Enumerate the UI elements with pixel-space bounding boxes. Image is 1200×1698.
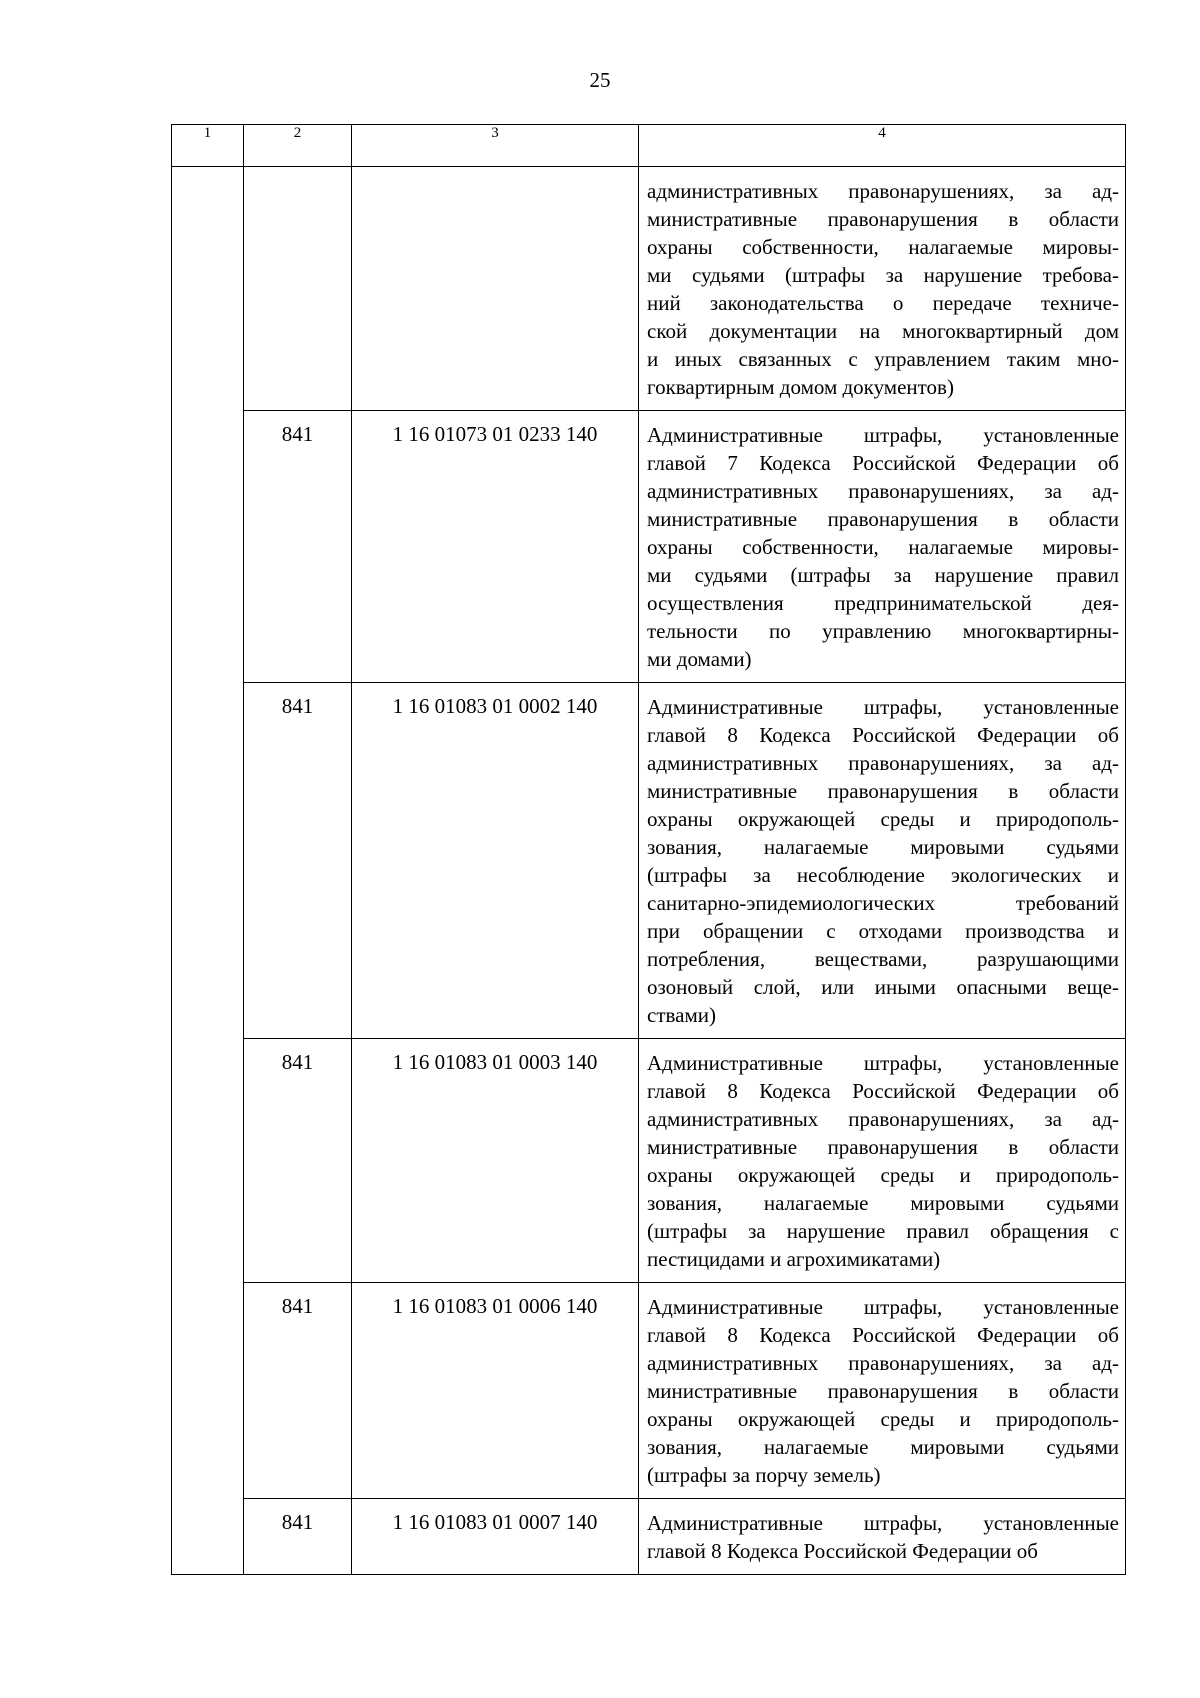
- description-line: ний законодательства о передаче техниче-: [647, 291, 1119, 315]
- description-line: гоквартирным домом документов): [647, 375, 954, 399]
- description-line: охраны собственности, налагаемые мировы-: [647, 535, 1119, 559]
- description-line: главой 7 Кодекса Российской Федерации об: [647, 451, 1119, 475]
- description-line: осуществления предпринимательской дея-: [647, 591, 1119, 615]
- budget-classification-code-cell: 1 16 01073 01 0233 140: [352, 411, 639, 683]
- admin-code-cell: 841: [244, 1499, 352, 1575]
- description-line: административных правонарушениях, за ад-: [647, 479, 1119, 503]
- description-line: зования, налагаемые мировыми судьями: [647, 835, 1119, 859]
- description-line: зования, налагаемые мировыми судьями: [647, 1435, 1119, 1459]
- description-line: потребления, веществами, разрушающими: [647, 947, 1119, 971]
- description-cell: [639, 1039, 1126, 1283]
- description-line: Административные штрафы, установленные: [647, 1511, 1119, 1535]
- budget-classification-code-cell: 1 16 01083 01 0007 140: [352, 1499, 639, 1575]
- budget-classification-code-cell: 1 16 01083 01 0006 140: [352, 1283, 639, 1499]
- description-line: министративные правонарушения в области: [647, 779, 1119, 803]
- header-col-4: 4: [639, 125, 1126, 167]
- description-line: главой 8 Кодекса Российской Федерации об: [647, 1539, 1038, 1563]
- description-line: тельности по управлению многоквартирны-: [647, 619, 1119, 643]
- description-line: охраны окружающей среды и природополь-: [647, 807, 1119, 831]
- admin-code-cell: 841: [244, 1283, 352, 1499]
- admin-code-cell: 841: [244, 1039, 352, 1283]
- description-line: Административные штрафы, установленные: [647, 1051, 1119, 1075]
- description-line: административных правонарушениях, за ад-: [647, 1107, 1119, 1131]
- description-cell: [639, 683, 1126, 1039]
- description-line: главой 8 Кодекса Российской Федерации об: [647, 723, 1119, 747]
- header-col-3: 3: [352, 125, 639, 167]
- admin-code-cell: 841: [244, 683, 352, 1039]
- admin-code-cell: 841: [244, 411, 352, 683]
- description-line: административных правонарушениях, за ад-: [647, 1351, 1119, 1375]
- page-number: 25: [589, 68, 611, 92]
- description-cell: [639, 1499, 1126, 1575]
- description-line: охраны собственности, налагаемые мировы-: [647, 235, 1119, 259]
- table-row: [172, 683, 1126, 1039]
- table-row: [172, 1283, 1126, 1499]
- budget-classification-code-cell: 1 16 01083 01 0002 140: [352, 683, 639, 1039]
- description-line: озоновый слой, или иными опасными веще-: [647, 975, 1119, 999]
- description-line: министративные правонарушения в области: [647, 207, 1119, 231]
- description-line: (штрафы за нарушение правил обращения с: [647, 1219, 1119, 1243]
- description-line: административных правонарушениях, за ад-: [647, 751, 1119, 775]
- description-line: ской документации на многоквартирный дом: [647, 319, 1119, 343]
- table-row: [172, 411, 1126, 683]
- description-line: ствами): [647, 1003, 716, 1027]
- description-line: министративные правонарушения в области: [647, 507, 1119, 531]
- description-line: зования, налагаемые мировыми судьями: [647, 1191, 1119, 1215]
- description-line: (штрафы за несоблюдение экологических и: [647, 863, 1119, 887]
- budget-classification-code-cell: 1 16 01083 01 0003 140: [352, 1039, 639, 1283]
- description-line: и иных связанных с управлением таким мно-: [647, 347, 1119, 371]
- description-line: (штрафы за порчу земель): [647, 1463, 881, 1487]
- budget-codes-table: [171, 124, 1126, 1575]
- description-line: пестицидами и агрохимикатами): [647, 1247, 941, 1271]
- description-line: Административные штрафы, установленные: [647, 423, 1119, 447]
- table-row: [172, 167, 1126, 411]
- description-cell: [639, 411, 1126, 683]
- header-col-2: 2: [244, 125, 352, 167]
- description-line: охраны окружающей среды и природополь-: [647, 1407, 1119, 1431]
- description-line: охраны окружающей среды и природополь-: [647, 1163, 1119, 1187]
- description-line: административных правонарушениях, за ад-: [647, 179, 1119, 203]
- col1-cell: [172, 167, 244, 1575]
- description-line: при обращении с отходами производства и: [647, 919, 1119, 943]
- description-line: министративные правонарушения в области: [647, 1379, 1119, 1403]
- description-cell: [639, 1283, 1126, 1499]
- description-line: ми судьями (штрафы за нарушение требова-: [647, 263, 1119, 287]
- description-line: Административные штрафы, установленные: [647, 1295, 1119, 1319]
- description-line: ми судьями (штрафы за нарушение правил: [647, 563, 1119, 587]
- description-line: ми домами): [647, 647, 752, 671]
- table-row: [172, 1499, 1126, 1575]
- description-line: санитарно-эпидемиологических требований: [647, 891, 1119, 915]
- table-header-row: [172, 125, 1126, 167]
- description-line: Административные штрафы, установленные: [647, 695, 1119, 719]
- header-col-1: 1: [172, 125, 244, 167]
- budget-classification-code-cell: [352, 167, 639, 411]
- description-cell: [639, 167, 1126, 411]
- description-line: главой 8 Кодекса Российской Федерации об: [647, 1079, 1119, 1103]
- description-line: министративные правонарушения в области: [647, 1135, 1119, 1159]
- description-line: главой 8 Кодекса Российской Федерации об: [647, 1323, 1119, 1347]
- table-row: [172, 1039, 1126, 1283]
- admin-code-cell: [244, 167, 352, 411]
